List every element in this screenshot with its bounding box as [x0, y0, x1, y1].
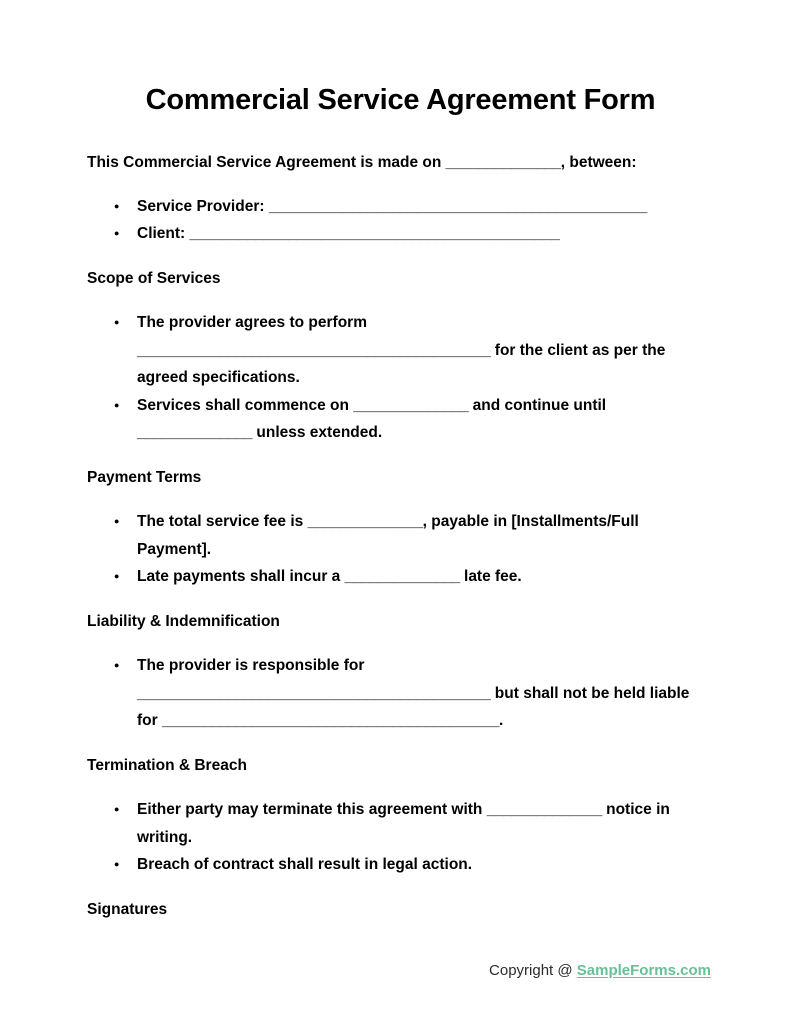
notice-period-blank[interactable]: ______________ [486, 801, 602, 818]
copyright-text: Copyright @ [489, 962, 577, 979]
spacer [87, 591, 711, 609]
end-date-blank[interactable]: ______________ [137, 424, 253, 441]
spacer [87, 778, 711, 796]
client-label: Client: [137, 225, 190, 242]
section-heading-termination-breach: Termination & Breach [87, 756, 247, 774]
section-heading-payment-terms: Payment Terms [87, 468, 202, 486]
late-fee-blank[interactable]: ______________ [344, 568, 460, 585]
section-heading-signatures: Signatures [87, 900, 168, 918]
section-heading-liability-indemnification: Liability & Indemnification [87, 612, 280, 630]
item-text: Late payments shall incur a [137, 568, 345, 585]
document-body [87, 150, 711, 922]
service-provider-blank[interactable]: ______________________________________________ [268, 197, 647, 215]
list-item-service-provider [87, 193, 711, 221]
list-item [87, 508, 711, 563]
item-text: for the client as per the agreed specifications. [137, 341, 666, 386]
list-item [87, 392, 711, 447]
item-text: The provider is responsible for [137, 657, 365, 674]
page-title: Commercial Service Agreement Form [145, 84, 656, 116]
item-text: Breach of contract shall result in legal action. [137, 856, 473, 873]
item-text: late fee. [459, 568, 522, 585]
service-provider-label: Service Provider: [137, 197, 269, 215]
list-item [87, 309, 711, 392]
item-text: , payable in [Installments/Full Payment]. [137, 513, 639, 558]
total-fee-blank[interactable]: ______________ [307, 513, 423, 530]
sampleforms-link[interactable]: SampleForms.com [576, 962, 711, 979]
responsibility-blank[interactable]: ___________________________________________ [137, 684, 491, 702]
spacer [87, 291, 711, 309]
commencement-date-blank[interactable]: ______________ [353, 396, 469, 414]
spacer [87, 490, 711, 508]
intro-blank-date[interactable]: ______________ [445, 154, 561, 171]
termination-list [87, 796, 711, 879]
intro-paragraph [87, 150, 711, 176]
item-text: . [499, 712, 504, 729]
section-heading-scope-of-services: Scope of Services [87, 269, 221, 287]
footer [0, 960, 711, 982]
list-item [87, 563, 711, 591]
client-blank[interactable]: _____________________________________________ [189, 225, 560, 242]
item-text: unless extended. [252, 424, 383, 441]
spacer [87, 735, 711, 753]
list-item [87, 851, 711, 879]
spacer [87, 879, 711, 897]
item-text: and continue until [468, 396, 607, 414]
payment-terms-list [87, 508, 711, 591]
list-item [87, 796, 711, 851]
spacer [87, 248, 711, 266]
liability-exclusion-blank[interactable]: _________________________________________ [161, 712, 500, 729]
list-item-client [87, 220, 711, 248]
parties-list [87, 193, 711, 248]
item-text: notice in writing. [137, 801, 670, 846]
item-text: Either party may terminate this agreement with [137, 801, 487, 818]
item-text: but shall not be held liable for [137, 684, 690, 729]
item-text: The total service fee is [137, 513, 308, 530]
intro-text-after: , between: [560, 154, 637, 171]
item-text: The provider agrees to perform [137, 314, 367, 331]
spacer [87, 447, 711, 465]
scope-of-services-list [87, 309, 711, 447]
scope-service-blank[interactable]: ___________________________________________ [137, 341, 491, 359]
intro-text-before: This Commercial Service Agreement is made on [87, 154, 446, 171]
list-item [87, 652, 711, 735]
item-text: Services shall commence on [137, 396, 354, 414]
liability-list [87, 652, 711, 735]
spacer [87, 634, 711, 652]
